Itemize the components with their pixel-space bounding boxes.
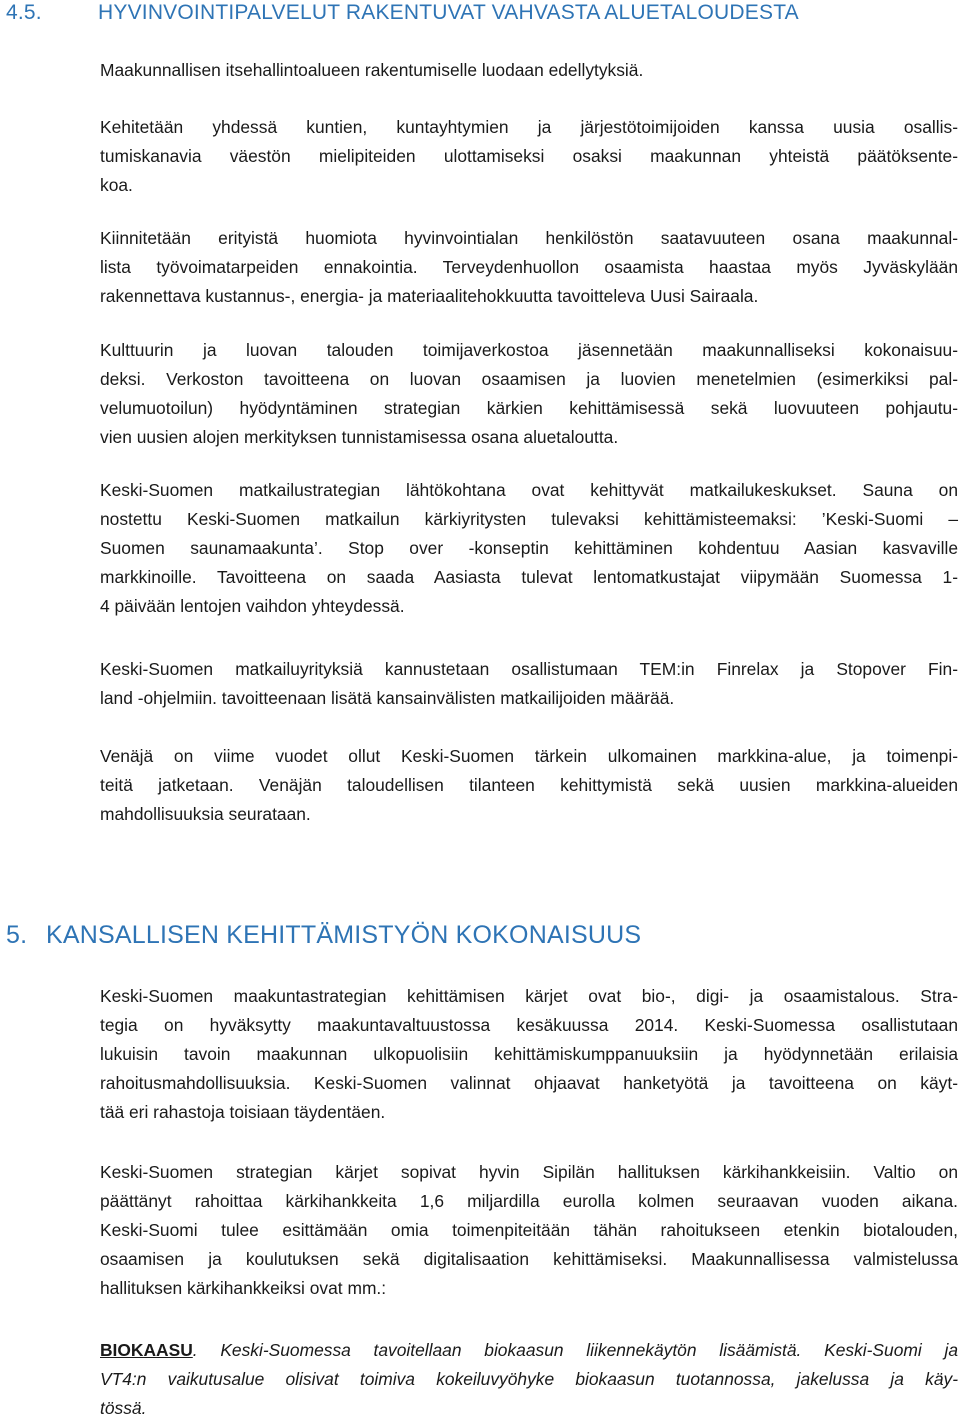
paragraph	[100, 476, 958, 621]
text-line: tumiskanavia väestön mielipiteiden ulottamiseksi osaksi maakunnan yhteistä päätöksente-	[100, 146, 958, 166]
biokaasu-paragraph	[100, 1336, 958, 1423]
text-line: nostettu Keski-Suomen matkailun kärkiyritysten tulevaksi kehittämisteemaksi: ’Keski-Suomi –	[100, 509, 958, 529]
text-line: tössä.	[100, 1398, 147, 1418]
text-line: Keski-Suomen maakuntastrategian kehittämisen kärjet ovat bio-, digi- ja osaamistalous. Stra-	[100, 986, 958, 1006]
text-line: Keski-Suomen strategian kärjet sopivat hyvin Sipilän hallituksen kärkihankkeisiin. Valtio on	[100, 1162, 958, 1182]
paragraph	[100, 336, 958, 452]
text-line: deksi. Verkoston tavoitteena on luovan osaamisen ja luovien menetelmien (esimerkiksi pal-	[100, 369, 958, 389]
text-line: . Keski-Suomessa tavoitellaan biokaasun liikennekäytön lisäämistä. Keski-Suomi ja	[192, 1340, 958, 1360]
text-line: 4 päivään lentojen vaihdon yhteydessä.	[100, 596, 405, 616]
paragraph	[100, 655, 958, 713]
section-title: HYVINVOINTIPALVELUT RAKENTUVAT VAHVASTA ALUETALOUDESTA	[98, 1, 799, 24]
paragraph	[100, 56, 958, 85]
text-line: Keski-Suomi tulee esittämään omia toimenpiteitään tähän rahoitukseen etenkin biotalouden,	[100, 1220, 958, 1240]
text-line: Suomen saunamaakunta’. Stop over -konseptin kehittäminen kohdentuu Aasian kasvaville	[100, 538, 958, 558]
text-line: vien uusien alojen merkityksen tunnistamisessa osana aluetaloutta.	[100, 427, 619, 447]
paragraph	[100, 113, 958, 200]
section-heading-5	[6, 919, 641, 951]
text-line: lista työvoimatarpeiden ennakointia. Terveydenhuollon osaamista haastaa myös Jyväskylään	[100, 257, 958, 277]
text-line: mahdollisuuksia seurataan.	[100, 804, 311, 824]
paragraph	[100, 1158, 958, 1303]
text-line: land -ohjelmiin. tavoitteenaan lisätä kansainvälisten matkailijoiden määrää.	[100, 688, 675, 708]
section-number: 4.5.	[6, 1, 42, 24]
text-line: Kehitetään yhdessä kuntien, kuntayhtymien ja järjestötoimijoiden kanssa uusia osallis-	[100, 117, 958, 137]
section-title: KANSALLISEN KEHITTÄMISTYÖN KOKONAISUUS	[46, 921, 642, 949]
text-line: velumuotoilun) hyödyntäminen strategian kärkien kehittämisessä sekä luovuuteen pohjautu-	[100, 398, 958, 418]
text-line: VT4:n vaikutusalue olisivat toimiva kokeiluvyöhyke biokaasun tuotannossa, jakelussa ja käy-	[100, 1369, 958, 1389]
text-line: Kulttuurin ja luovan talouden toimijaverkostoa jäsennetään maakunnalliseksi kokonaisuu-	[100, 340, 958, 360]
text-line: hallituksen kärkihankkeiksi ovat mm.:	[100, 1278, 387, 1298]
text-line: osaamisen ja koulutuksen sekä digitalisaation kehittämiseksi. Maakunnallisessa valmistelussa	[100, 1249, 958, 1269]
text-line: tää eri rahastoja toisiaan täydentäen.	[100, 1102, 386, 1122]
text-line: Keski-Suomen matkailuyrityksiä kannustetaan osallistumaan TEM:in Finrelax ja Stopover Fin-	[100, 659, 958, 679]
paragraph	[100, 982, 958, 1127]
text-line: Venäjä on viime vuodet ollut Keski-Suomen tärkein ulkomainen markkina-alue, ja toimenpi-	[100, 746, 958, 766]
text-line: teitä jatketaan. Venäjän taloudellisen tilanteen kehittymistä sekä uusien markkina-alueiden	[100, 775, 958, 795]
text-line: rakennettava kustannus-, energia- ja materiaalitehokkuutta tavoitteleva Uusi Sairaala.	[100, 286, 759, 306]
text-line: markkinoille. Tavoitteena on saada Aasiasta tulevat lentomatkustajat viipymään Suomessa 1-	[100, 567, 958, 587]
section-number: 5.	[6, 921, 28, 949]
text-line: rahoitusmahdollisuuksia. Keski-Suomen valinnat ohjaavat hanketyötä ja tavoitteena on käyt-	[100, 1073, 958, 1093]
text-line: Keski-Suomen matkailustrategian lähtökohtana ovat kehittyvät matkailukeskukset. Sauna on	[100, 480, 958, 500]
paragraph	[100, 742, 958, 829]
text-line: päättänyt rahoittaa kärkihankkeita 1,6 miljardilla eurolla kolmen seuraavan vuoden aikana.	[100, 1191, 958, 1211]
text-line: tegia on hyväksytty maakuntavaltuustossa kesäkuussa 2014. Keski-Suomessa osallistutaan	[100, 1015, 958, 1035]
text-line: koa.	[100, 175, 133, 195]
text-line: Kiinnitetään erityistä huomiota hyvinvointialan henkilöstön saatavuuteen osana maakunnal-	[100, 228, 958, 248]
text-line: lukuisin tavoin maakunnan ulkopuolisiin kehittämiskumppanuuksiin ja hyödynnetään erilaisia	[100, 1044, 958, 1064]
paragraph	[100, 224, 958, 311]
biokaasu-label: BIOKAASU	[100, 1340, 193, 1360]
section-heading-4-5	[6, 0, 799, 26]
text-line: Maakunnallisen itsehallintoalueen rakentumiselle luodaan edellytyksiä.	[100, 60, 644, 80]
